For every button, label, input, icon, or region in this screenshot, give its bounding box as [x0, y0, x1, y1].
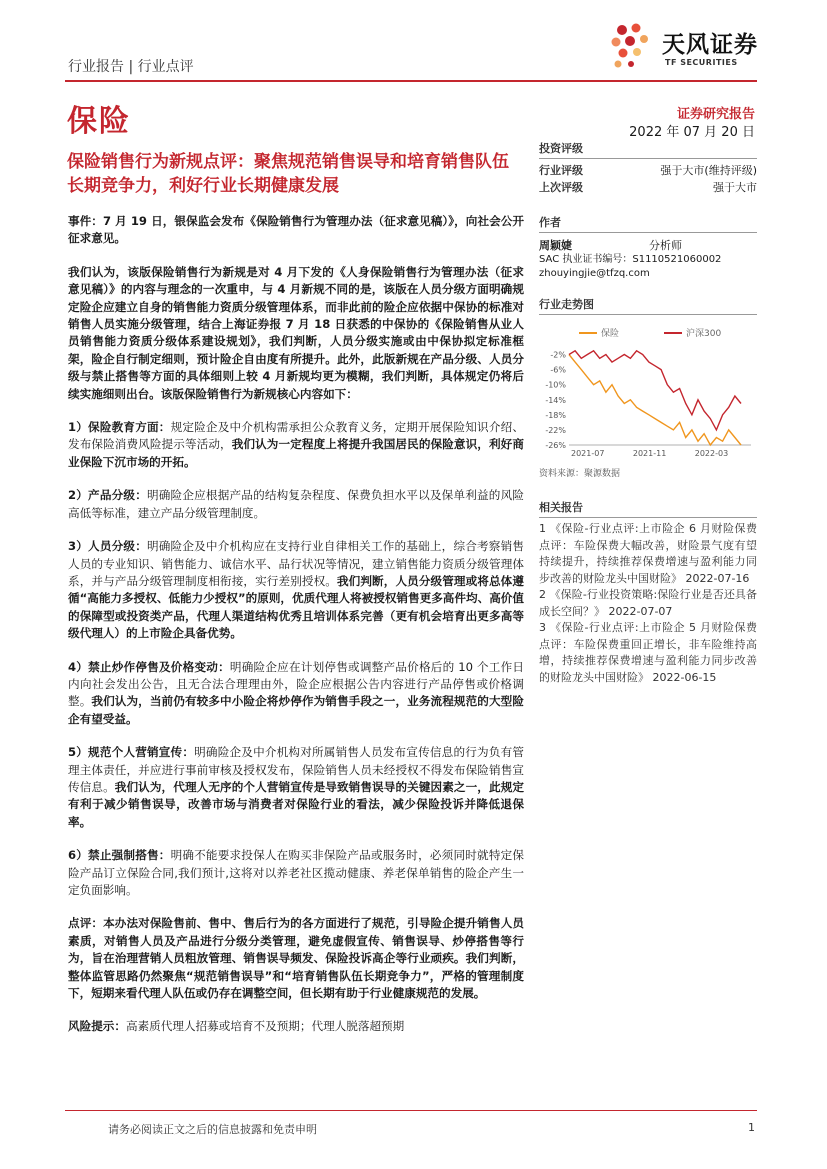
footer-rule: [65, 1110, 757, 1111]
doc-type: 证券研究报告: [676, 107, 755, 122]
prev-rating-value: 强于大市: [713, 181, 757, 194]
author-row: [539, 238, 757, 253]
y-tick-label: -18%: [545, 410, 566, 420]
trend-chart: [539, 317, 757, 459]
section-opinion: 我们认为一定程度上将提升我国居民的保险意识，利好商业保险下沉市场的开拓。: [68, 437, 524, 469]
report-title: 保险销售行为新规点评：聚焦规范销售误导和培育销售队伍长期竞争力，利好行业长期健康发展: [67, 152, 509, 196]
author-heading: 作者: [539, 214, 757, 233]
analysis-paragraph: 我们认为，该版保险销售行为新规是对 4 月下发的《人身保险销售行为管理办法（征求意见稿）》的内容与理念的一次重申，与 4 月新规不同的是，该版在人员分级方面明确规定险企应建立自身的销售能力资质分级管理体系，而非此前的险企应依据中保协的标准对销售人员实施分级管理，结合上海证券报 7 月 18 日获悉的中保协的《保险销售从业人员销售能力资质分级体系建设规划》，我们判断，人员分级实施或由中保协拟定标准框架，险企自行制定细则，预计险企自由度有所提升。此外，此版新规在产品分级、人员分级与禁止搭售等方面的具体细则上较 4 月新规均更为模糊，我们判断，具体规定仍将后续实施细则出台。该版保险销售行为新规核心内容如下：: [68, 264, 524, 401]
section-opinion: 我们认为，代理人无序的个人营销宣传是导致销售误导的关键因素之一，此规定有利于减少销售误导，改善市场与消费者对保险行业的看法，减少保险投诉并降低退保率。: [68, 779, 524, 829]
prev-rating-label: 上次评级: [539, 181, 583, 194]
x-tick-label: 2021-11: [632, 449, 667, 458]
risk-text: 高素质代理人招募或培育不及预期；代理人脱落超预期: [125, 1019, 405, 1034]
section-education: [68, 419, 524, 471]
section-head: 1）保险教育方面：: [68, 420, 171, 435]
section-product-grading: [68, 487, 524, 522]
doc-date: 2022 年 07 月 20 日: [629, 125, 755, 140]
x-tick-label: 2022-03: [694, 449, 729, 458]
review-paragraph: 点评：本办法对保险售前、售中、售后行为的各方面进行了规范，引导险企提升销售人员素质，对销售人员及产品进行分级分类管理，避免虚假宣传、销售误导、炒停搭售等行为，旨在治理营销人员粗放管理、销售误导频发、保险投诉高企等行业顽疾。我们判断，整体监管思路仍然聚焦“规范销售误导”和“培育销售队伍长期竞争力”，严格的管理制度下，短期来看代理人队伍或仍存在调整空间，但长期有助于行业健康规范的发展。: [68, 916, 524, 1001]
logo-text-en: TF SECURITIES: [665, 58, 738, 67]
prev-rating-row: [539, 179, 757, 196]
chart-source: 资料来源：聚源数据: [539, 469, 621, 479]
risk-paragraph: [68, 1018, 524, 1035]
section-head: 3）人员分级：: [68, 539, 147, 554]
chart-heading: 行业走势图: [539, 296, 757, 315]
related-heading: 相关报告: [539, 499, 757, 518]
related-block: [539, 499, 757, 686]
section-text: 规定险企及中介机构需承担公众教育义务，定期开展保险知识介绍、发布保险消费风险提示等活动，: [68, 420, 524, 452]
section-opinion: 我们认为，当前仍有较多中小险企将炒停作为销售手段之一，业务流程规范的大型险企有望受益。: [68, 694, 524, 726]
chart-heading-block: [539, 296, 757, 315]
legend-label: 沪深300: [686, 329, 722, 339]
page-number: 1: [748, 1121, 755, 1134]
section-head: 4）禁止炒作停售及价格变动：: [68, 659, 230, 674]
rating-heading: 投资评级: [539, 140, 757, 159]
rating-block: [539, 140, 757, 196]
legend-label: 保险: [601, 329, 620, 339]
event-paragraph: 事件：7 月 19 日，银保监会发布《保险销售行为管理办法（征求意见稿）》，向社会公开征求意见。: [68, 214, 524, 246]
section-text: 明确险企及中介机构对所属销售人员发布宣传信息的行为负有管理主体责任，并应进行事前审核及授权发布，保险销售人员未经授权不得发布保险销售宣传信息。: [68, 745, 524, 794]
y-tick-label: -26%: [545, 441, 566, 450]
y-tick-label: -2%: [550, 350, 566, 360]
author-cert: SAC 执业证书编号：S1110521060002: [539, 254, 722, 265]
series-line: [569, 355, 741, 446]
author-role: 分析师: [649, 239, 682, 252]
rating-value: 强于大市(维持评级): [660, 164, 757, 177]
y-tick-label: -10%: [545, 380, 566, 390]
report-body: [68, 213, 524, 1052]
section-opinion: 我们判断，人员分级管理或将总体遵循“高能力多授权、低能力少授权”的原则，优质代理人将被授权销售更多高件均、高价值的保障型或投资类产品，代理人渠道结构优秀且培训体系完善（更有机会培育出更多高等级代理人）的上市险企具备优势。: [68, 573, 524, 641]
section-text: 明确险企应在计划停售或调整产品价格后的 10 个工作日内向社会发出公告，且无合法合理理由外，险企应根据公告内容进行产品停售或价格调整。: [68, 659, 524, 709]
related-item[interactable]: 1 《保险-行业点评:上市险企 6 月财险保费点评：车险保费大幅改善，财险景气度有望持续提升，持续推荐保费增速与盈利能力同步改善的财险龙头中国财险》 2022-07-16: [539, 522, 757, 585]
author-block: [539, 214, 757, 281]
trend-chart-svg: [539, 317, 757, 459]
author-name: 周颖婕: [539, 239, 572, 252]
section-marketing: [68, 744, 524, 831]
author-email[interactable]: zhouyingjie@tfzq.com: [539, 268, 650, 279]
logo-text-cn: 天风证券: [662, 32, 758, 58]
rating-row: [539, 162, 757, 179]
section-text: 明确险企应根据产品的结构复杂程度、保费负担水平以及保单利益的风险高低等标准，建立产品分级管理制度。: [68, 488, 524, 520]
header-rule: [65, 80, 757, 82]
company-logo: [610, 22, 770, 72]
related-item[interactable]: 2 《保险-行业投资策略:保险行业是否还具备成长空间？》 2022-07-07: [539, 588, 757, 618]
report-type: 行业报告 | 行业点评: [68, 59, 194, 75]
section-price-change: [68, 659, 524, 729]
y-tick-label: -6%: [550, 365, 566, 375]
y-tick-label: -14%: [545, 395, 566, 405]
section-bundling: [68, 847, 524, 899]
section-head: 2）产品分级：: [68, 488, 147, 503]
related-item[interactable]: 3 《保险-行业点评:上市险企 5 月财险保费点评：车险保费重回正增长，非车险维持高增，持续推荐保费增速与盈利能力同步改善的财险龙头中国财险》 2022-06-15: [539, 621, 757, 684]
section-text: 明确不能要求投保人在购买非保险产品或服务时，必须同时就特定保险产品订立保险合同,我们预计,这将对以养老社区揽动健康、养老保单销售的险企产生一定负面影响。: [68, 848, 524, 897]
section-staff-grading: [68, 538, 524, 642]
section-head: 6）禁止强制搭售：: [68, 848, 171, 863]
footer-disclaimer: 请务必阅读正文之后的信息披露和免责申明: [108, 1123, 317, 1136]
x-tick-label: 2021-07: [571, 449, 605, 458]
sector-title: 保险: [67, 104, 131, 139]
risk-head: 风险提示：: [68, 1019, 126, 1034]
y-tick-label: -22%: [545, 425, 566, 435]
related-list: [539, 521, 757, 686]
section-text: 明确险企及中介机构应在支持行业自律相关工作的基础上，综合考察销售人员的专业知识、销售能力、诚信水平、品行状况等情况，建立销售能力资质分级管理体系，并与产品分级管理制度相衔接，实行差别授权。: [68, 539, 524, 588]
logo-mark-icon: [610, 22, 656, 70]
rating-label: 行业评级: [539, 164, 583, 177]
section-head: 5）规范个人营销宣传：: [68, 745, 195, 760]
